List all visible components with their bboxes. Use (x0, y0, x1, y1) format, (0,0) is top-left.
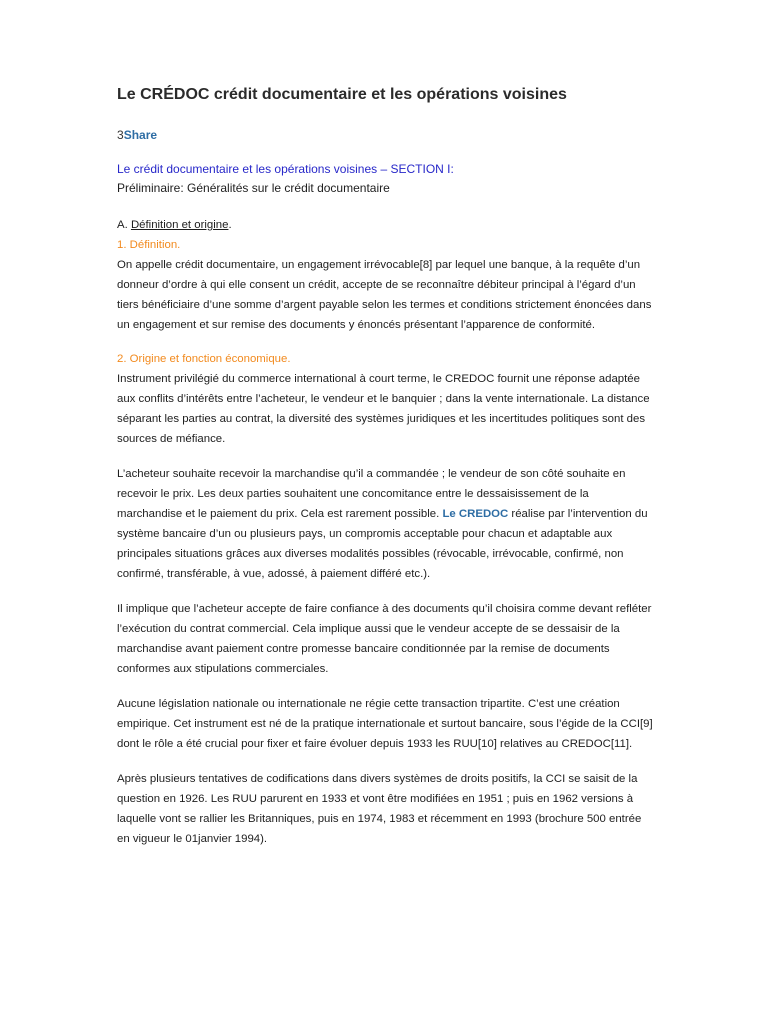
part-a-heading-text: Définition et origine (130, 219, 229, 231)
part-a-block (117, 215, 657, 335)
spacer (117, 449, 657, 464)
part-a-prefix: A. (117, 219, 131, 231)
buyer-text-after: réalise par l’intervention du système bancaire d’un ou plusieurs pays, un compromis acceptable pour chacun et adaptable aux principales situations grâces aux diverses modalités possibles (révocable, irrévocable, confirmé, non confirmé, transférable, à vue, adossé, à paiement différé etc.). (117, 508, 648, 580)
origin-heading: 2. Origine et fonction économique. (117, 353, 291, 365)
article-body (117, 80, 657, 849)
legislation-paragraph: Aucune législation nationale ou internationale ne régie cette transaction tripartite. C’est une création empirique. Cet instrument est né de la pratique internationale et surtout bancaire, sous l’égide de la CCI[9] dont le rôle a été crucial pour fixer et faire évoluer depuis 1933 les RUU[10] relatives au CREDOC[11]. (117, 698, 653, 750)
section-header (117, 160, 657, 198)
credoc-link[interactable]: Le CREDOC (442, 508, 509, 520)
origin-paragraph: Instrument privilégié du commerce international à court terme, le CREDOC fournit une réponse adaptée aux conflits d’intérêts entre l’acheteur, le vendeur et le banquier ; dans la vente internationale. La distance séparant les parties au contrat, la diversité des systèmes juridiques et les incertitudes politiques sont des sources de méfiance. (117, 373, 650, 445)
buyer-text-before: L’acheteur souhaite recevoir la marchandise qu’il a commandée ; le vendeur de son côté souhaite en recevoir le prix. Les deux parties souhaitent une concomitance entre le dessaisissement de la marchandise et le paiement du prix. Cela est rarement possible. (117, 468, 626, 520)
spacer (117, 754, 657, 769)
page-title: Le CRÉDOC crédit documentaire et les opérations voisines (117, 86, 567, 103)
buyer-paragraph (117, 464, 657, 584)
spacer (117, 679, 657, 694)
preliminary-subtitle: Préliminaire: Généralités sur le crédit documentaire (117, 181, 390, 195)
part-a-heading (117, 215, 657, 235)
spacer (117, 584, 657, 599)
section-link[interactable]: Le crédit documentaire et les opérations voisines – SECTION I: (117, 162, 454, 176)
share-count: 3 (117, 128, 124, 142)
implies-paragraph: Il implique que l’acheteur accepte de faire confiance à des documents qu’il choisira comme devant refléter l’exécution du contrat commercial. Cela implique aussi que le vendeur accepte de se dessaisir de la marchandise avant paiement contre promesse bancaire conditionnée par la remise de documents conformes aux stipulations commerciales. (117, 603, 652, 675)
definition-paragraph: On appelle crédit documentaire, un engagement irrévocable[8] par lequel une banque, à la requête d’un donneur d’ordre à qui elle consent un crédit, accepte de se reconnaître débiteur principal à l’égard d’un tiers bénéficiaire d’une somme d’argent payable selon les termes et conditions strictement énoncées dans un engagement et sur remise des documents y énoncés présentant l’apparence de conformité. (117, 259, 652, 331)
part-a-suffix: . (228, 219, 232, 231)
spacer (117, 335, 657, 349)
share-button[interactable]: Share (123, 128, 158, 142)
definition-heading: 1. Définition. (117, 239, 181, 251)
history-paragraph: Après plusieurs tentatives de codifications dans divers systèmes de droits positifs, la CCI se saisit de la question en 1926. Les RUU parurent en 1933 et vont être modifiées en 1951 ; puis en 1962 versions à laquelle vont se rallier les Britanniques, puis en 1974, 1983 et récemment en 1993 (brochure 500 entrée en vigueur le 01janvier 1994). (117, 773, 642, 845)
share-widget[interactable] (117, 126, 657, 144)
